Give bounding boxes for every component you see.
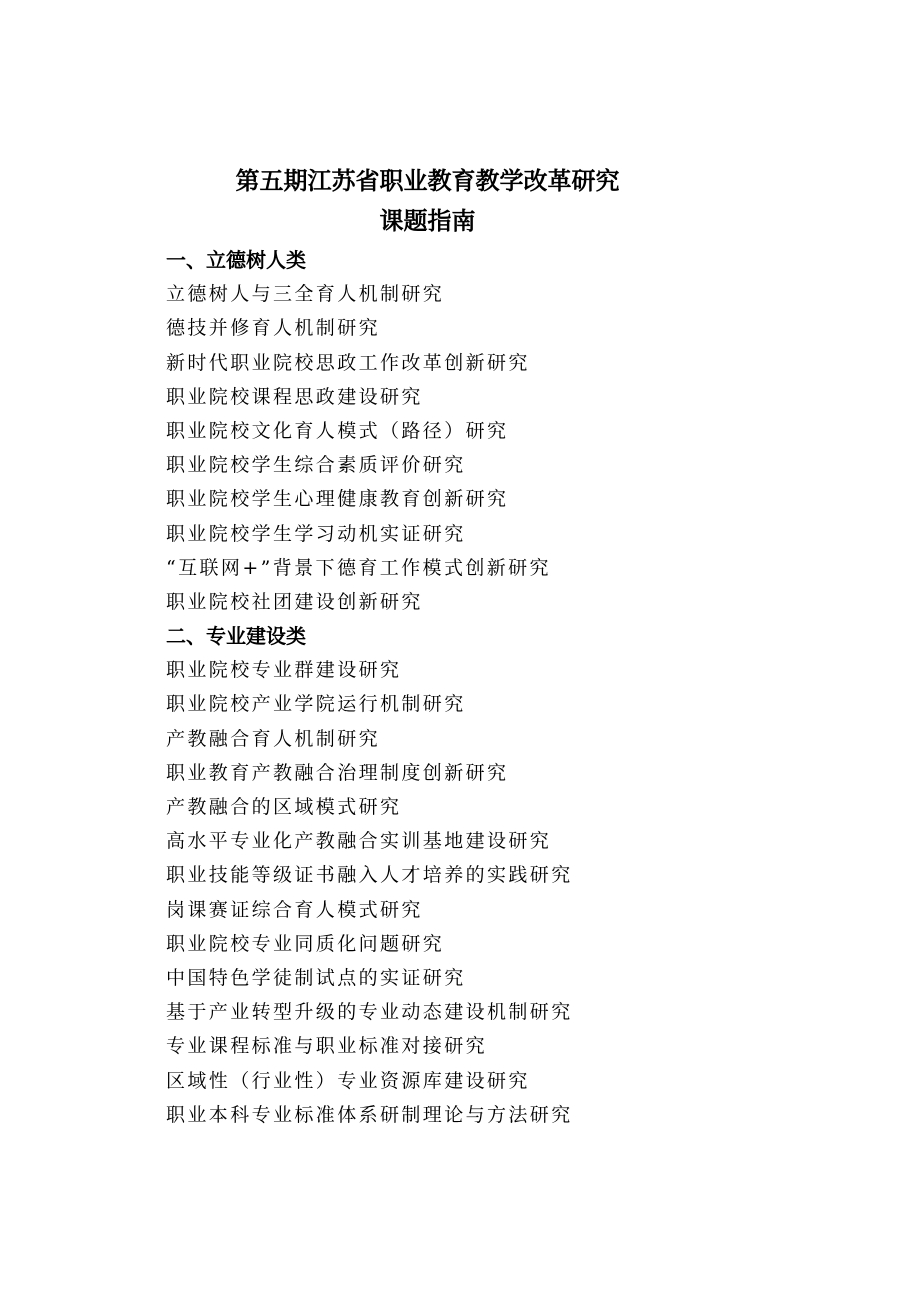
list-item: 基于产业转型升级的专业动态建设机制研究: [166, 1001, 573, 1024]
list-item: “互联网+”背景下德育工作模式创新研究: [166, 556, 551, 579]
list-item: 产教融合的区域模式研究: [166, 796, 402, 818]
document-subtitle: 课题指南: [379, 207, 476, 235]
list-item: 职业技能等级证书融入人才培养的实践研究: [166, 864, 573, 887]
list-item: 职业本科专业标准体系研制理论与方法研究: [166, 1103, 573, 1126]
list-item: 高水平专业化产教融合实训基地建设研究: [166, 830, 552, 853]
list-item: 专业课程标准与职业标准对接研究: [166, 1035, 488, 1058]
list-item: 新时代职业院校思政工作改革创新研究: [166, 351, 530, 374]
list-item: 区域性（行业性）专业资源库建设研究: [166, 1069, 530, 1092]
document-title: 第五期江苏省职业教育教学改革研究: [235, 167, 620, 195]
topic-list: [166, 243, 866, 1132]
list-item: 德技并修育人机制研究: [166, 317, 381, 340]
section-heading-major-construction: 二、专业建设类: [166, 624, 306, 649]
list-item: 职业院校课程思政建设研究: [166, 385, 423, 408]
list-item: 职业院校文化育人模式（路径）研究: [166, 419, 509, 442]
list-item: 职业院校学生学习动机实证研究: [166, 522, 466, 545]
list-item: 岗课赛证综合育人模式研究: [166, 898, 423, 921]
list-item: 立德树人与三全育人机制研究: [166, 283, 445, 306]
list-item: 职业院校专业群建设研究: [166, 659, 402, 682]
list-item: 产教融合育人机制研究: [166, 727, 381, 750]
list-item: 职业院校产业学院运行机制研究: [166, 693, 466, 716]
section-heading-moral-education: 一、立德树人类: [166, 248, 306, 272]
list-item: 职业院校学生综合素质评价研究: [166, 454, 466, 477]
list-item: 职业教育产教融合治理制度创新研究: [166, 761, 509, 784]
list-item: 职业院校学生心理健康教育创新研究: [166, 488, 509, 511]
list-item: 中国特色学徒制试点的实证研究: [166, 966, 466, 989]
list-item: 职业院校专业同质化问题研究: [166, 932, 445, 955]
list-item: 职业院校社团建设创新研究: [166, 590, 423, 613]
